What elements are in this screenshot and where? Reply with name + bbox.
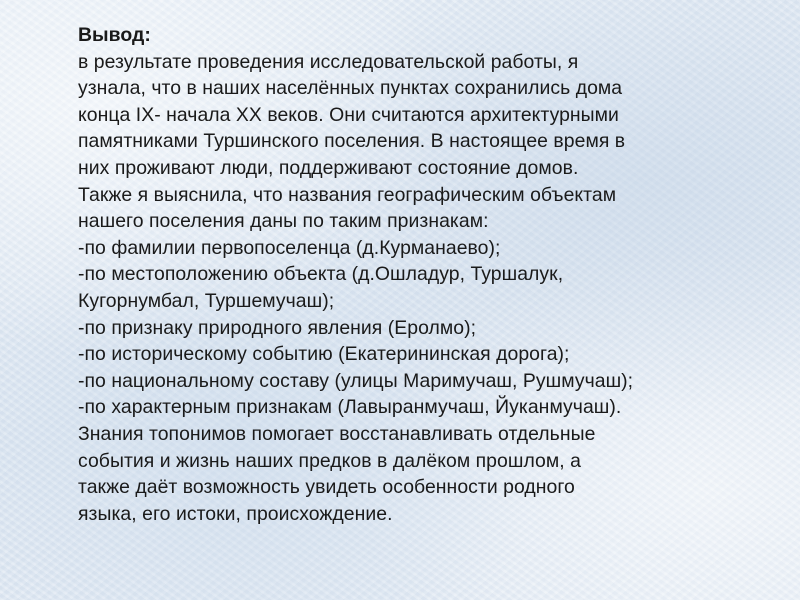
conclusion-heading: Вывод: (78, 24, 151, 46)
text-line: памятниками Туршинского поселения. В настоящее время в (78, 130, 626, 153)
list-item-toponym-criterion: -по национальному составу (улицы Маримучаш, Рушмучаш); (78, 369, 634, 392)
text-line: нашего поселения даны по таким признакам: (78, 210, 489, 233)
text-line: конца IX- начала ХХ веков. Они считаются архитектурными (78, 103, 619, 126)
text-line: них проживают люди, поддерживают состояние домов. (78, 156, 579, 179)
conclusion-text-block (78, 22, 778, 527)
text-line: события и жизнь наших предков в далёком прошлом, а (78, 449, 581, 472)
list-item-toponym-criterion: -по историческому событию (Екатерининская дорога); (78, 343, 570, 366)
list-item-toponym-criterion: -по признаку природного явления (Еролмо); (78, 316, 477, 339)
list-item-toponym-criterion: -по характерным признакам (Лавыранмучаш, Йуканмучаш). (78, 396, 622, 419)
text-line: в результате проведения исследовательской работы, я (78, 50, 579, 73)
text-line: языка, его истоки, происхождение. (78, 502, 393, 525)
text-line: узнала, что в наших населённых пунктах сохранились дома (78, 77, 623, 100)
list-item-toponym-criterion: -по фамилии первопоселенца (д.Курманаево); (78, 236, 501, 259)
list-item-toponym-criterion: -по местоположению объекта (д.Ошладур, Туршалук, (78, 263, 564, 286)
text-line: Знания топонимов помогает восстанавливать отдельные (78, 422, 596, 445)
text-line: также даёт возможность увидеть особенности родного (78, 476, 575, 499)
text-line: Также я выяснила, что названия географическим объектам (78, 183, 617, 206)
list-item-continuation: Кугорнумбал, Туршемучаш); (78, 289, 335, 312)
